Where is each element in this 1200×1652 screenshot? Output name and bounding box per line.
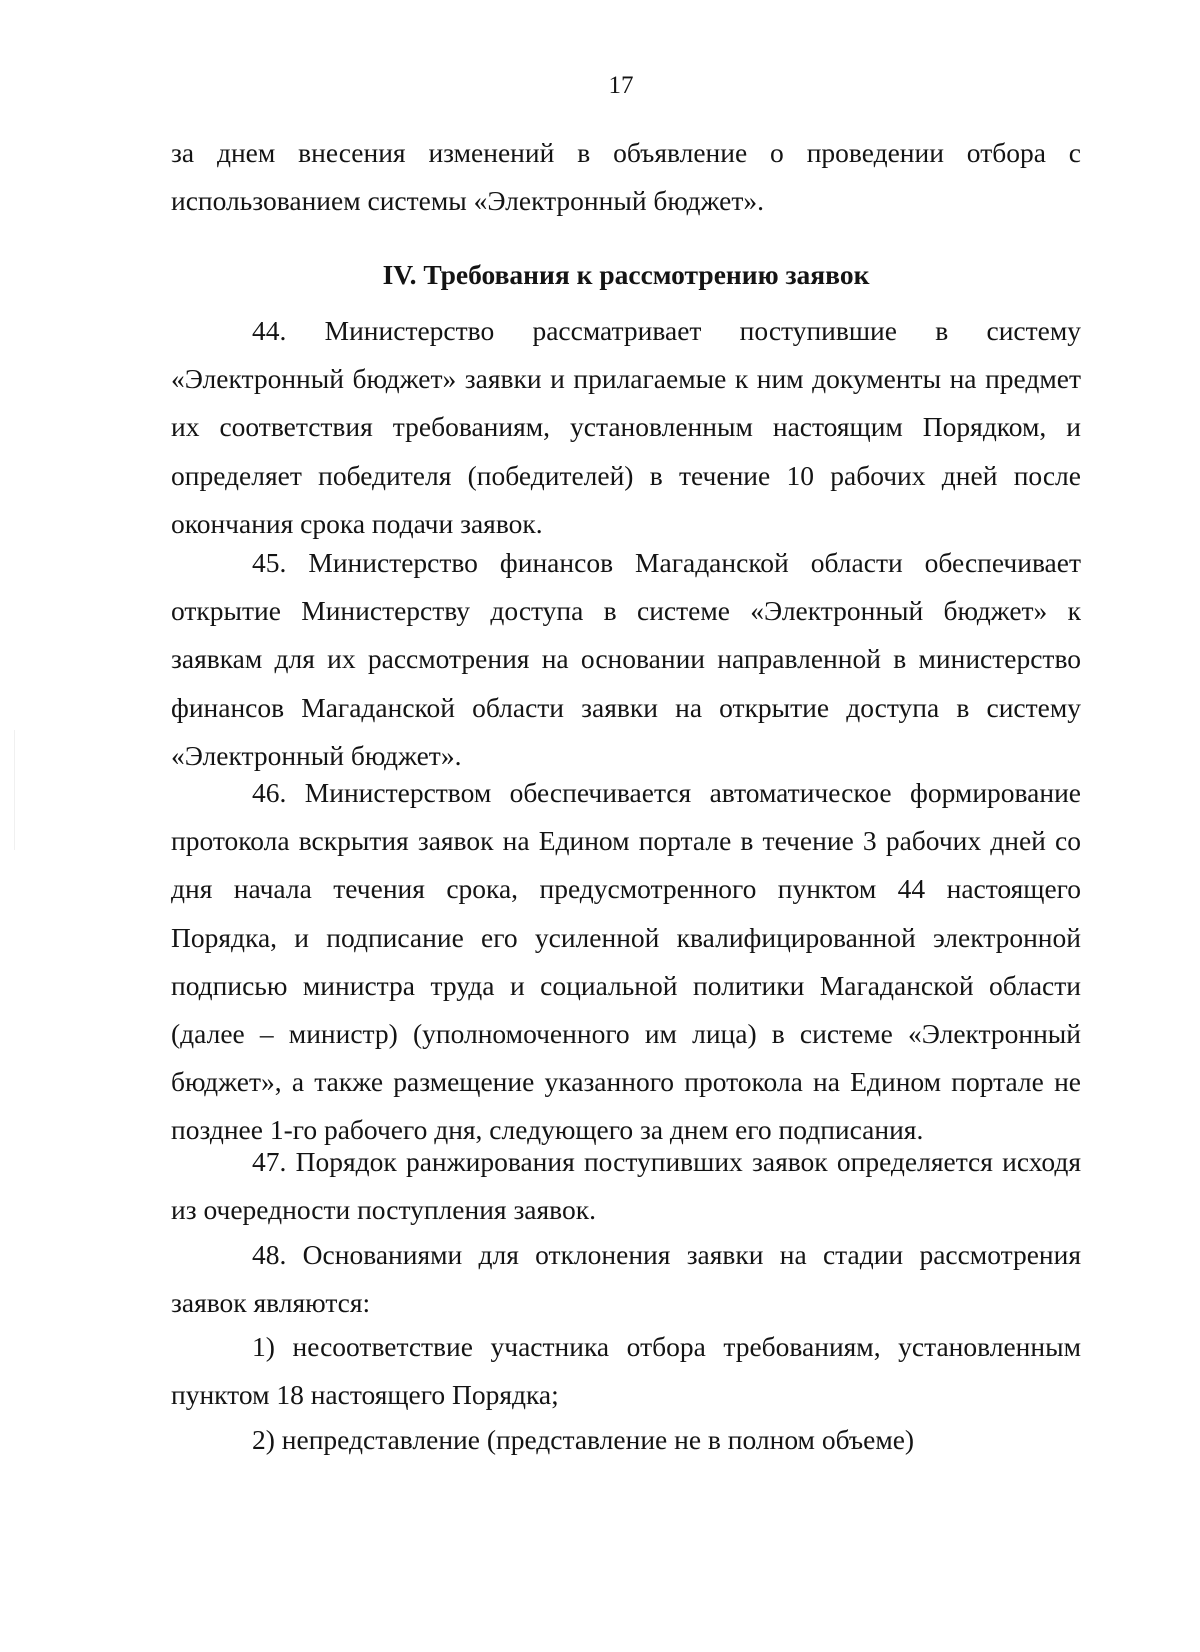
paragraph-48: 48. Основаниями для отклонения заявки на стадии рассмотрения заявок являются: [171,1239,1081,1319]
paragraph-47: 47. Порядок ранжирования поступивших заявок определяется исходя из очередности поступления заявок. [171,1146,1081,1226]
page-number: 17 [608,72,634,99]
list-item-2: 2) непредставление (представление не в полном объеме) [252,1424,915,1455]
paragraph-44: 44. Министерство рассматривает поступившие в систему «Электронный бюджет» заявки и прилагаемые к ним документы на предмет их соответствия требованиям, установленным настоящим Порядком, и определяет победителя (победителей) в течение 10 рабочих дней после окончания срока подачи заявок. [171,315,1081,539]
paragraph-45: 45. Министерство финансов Магаданской области обеспечивает открытие Министерству доступа в системе «Электронный бюджет» к заявкам для их рассмотрения на основании направленной в министерство финансов Магаданской области заявки на открытие доступа в систему «Электронный бюджет». [171,547,1081,771]
list-item-1: 1) несоответствие участника отбора требованиям, установленным пунктом 18 настоящего Порядка; [171,1331,1081,1411]
section-heading: IV. Требования к рассмотрению заявок [382,259,870,290]
continuation-paragraph: за днем внесения изменений в объявление о проведении отбора с использованием системы «Электронный бюджет». [171,137,1081,217]
scan-margin-mark [14,730,15,850]
paragraph-46: 46. Министерством обеспечивается автоматическое формирование протокола вскрытия заявок на Едином портале в течение 3 рабочих дней со дня начала течения срока, предусмотренного пунктом 44 настоящего Порядка, и подписание его усиленной квалифицированной электронной подписью министра труда и социальной политики Магаданской области (далее – министр) (уполномоченного им лица) в системе «Электронный бюджет», а также размещение указанного протокола на Едином портале не позднее 1-го рабочего дня, следующего за днем его подписания. [171,777,1081,1146]
